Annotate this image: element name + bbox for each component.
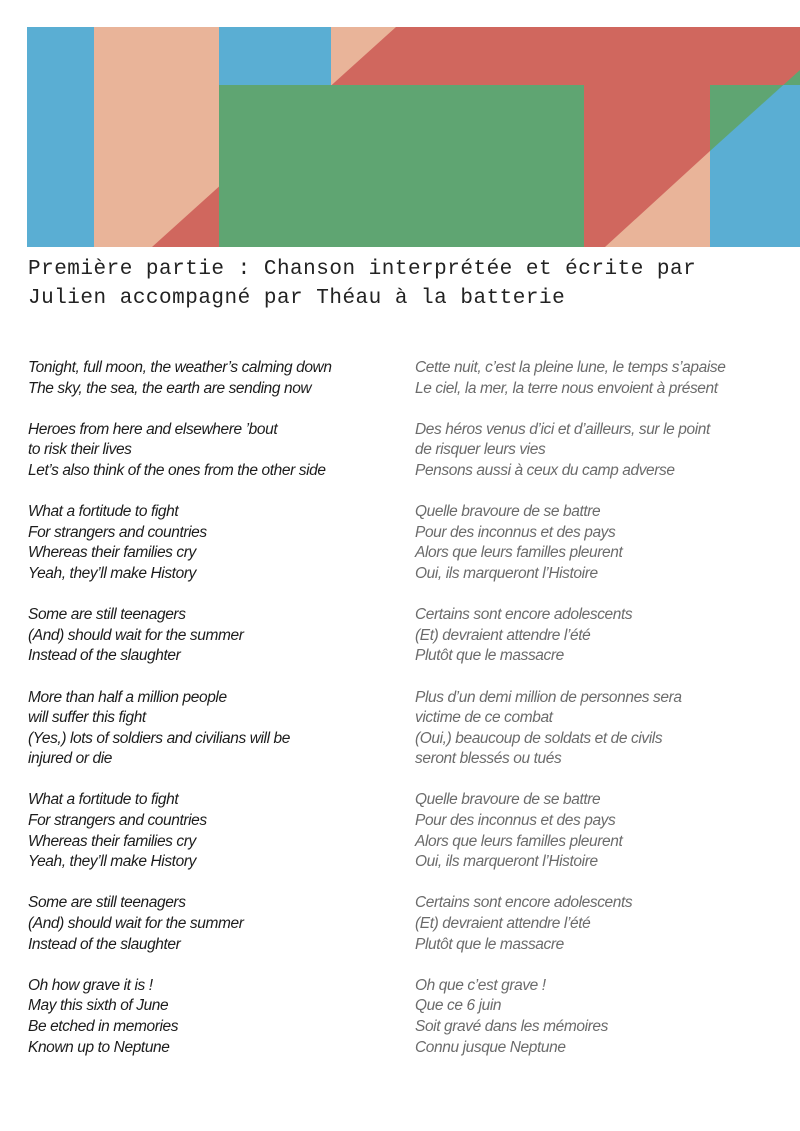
lyric-line-fr: Des héros venus d’ici et d’ailleurs, sur le point xyxy=(415,420,710,438)
page-title-line-2: Julien accompagné par Théau à la batterie xyxy=(28,287,566,310)
lyrics-french-column xyxy=(415,358,795,1079)
lyric-line-en: What a fortitude to fight xyxy=(28,503,179,521)
decorative-banner xyxy=(27,27,800,247)
lyric-line-fr: Quelle bravoure de se battre xyxy=(415,503,601,521)
lyric-line-fr: (Oui,) beaucoup de soldats et de civils xyxy=(415,729,663,747)
lyric-line-fr: Quelle bravoure de se battre xyxy=(415,791,601,809)
stanza-fr xyxy=(415,976,795,1058)
stanza-fr xyxy=(415,688,795,770)
lyric-line-en: Instead of the slaughter xyxy=(28,647,181,665)
lyric-line-en: Be etched in memories xyxy=(28,1018,179,1035)
lyric-line-en: Instead of the slaughter xyxy=(28,935,181,953)
lyric-line-en: (And) should wait for the summer xyxy=(28,626,244,644)
stanza-en xyxy=(28,605,408,667)
lyric-line-en: May this sixth of June xyxy=(28,997,169,1015)
lyric-line-fr: Certains sont encore adolescents xyxy=(415,894,633,912)
lyric-line-en: Heroes from here and elsewhere ’bout xyxy=(28,420,278,438)
lyric-line-fr: Alors que leurs familles pleurent xyxy=(415,544,623,562)
lyric-line-en: (And) should wait for the summer xyxy=(28,915,244,933)
lyric-line-fr: seront blessés ou tués xyxy=(415,750,562,768)
lyric-line-en: For strangers and countries xyxy=(28,812,207,830)
lyric-line-fr: Cette nuit, c’est la pleine lune, le temps s’apaise xyxy=(415,359,726,376)
lyric-line-en: Known up to Neptune xyxy=(28,1038,170,1056)
lyric-line-en: More than half a million people xyxy=(28,688,227,706)
lyric-line-fr: Plutôt que le massacre xyxy=(415,647,564,665)
lyric-line-fr: victime de ce combat xyxy=(415,709,553,727)
lyric-line-fr: (Et) devraient attendre l’été xyxy=(415,915,591,933)
lyrics-english-column xyxy=(28,358,408,1079)
stanza-fr xyxy=(415,420,795,482)
lyric-line-fr: Plutôt que le massacre xyxy=(415,935,564,953)
lyric-line-fr: Oui, ils marqueront l’Histoire xyxy=(415,853,598,871)
lyric-line-en: Yeah, they’ll make History xyxy=(28,564,196,582)
banner-blue-stripe-left xyxy=(27,27,94,247)
lyric-line-en: Whereas their families cry xyxy=(28,544,196,562)
lyric-line-fr: Alors que leurs familles pleurent xyxy=(415,832,623,850)
lyric-line-fr: Pour des inconnus et des pays xyxy=(415,812,616,830)
stanza-en xyxy=(28,502,408,584)
stanza-en xyxy=(28,688,408,770)
lyric-line-fr: Oh que c’est grave ! xyxy=(415,976,546,994)
stanza-en xyxy=(28,976,408,1058)
stanza-en xyxy=(28,358,408,399)
lyric-line-fr: Oui, ils marqueront l’Histoire xyxy=(415,564,598,582)
lyric-line-fr: Connu jusque Neptune xyxy=(415,1038,566,1056)
banner-green-block xyxy=(219,85,584,247)
stanza-en xyxy=(28,790,408,872)
stanza-en xyxy=(28,420,408,482)
lyric-line-en: Yeah, they’ll make History xyxy=(28,853,196,871)
lyric-line-en: Some are still teenagers xyxy=(28,894,186,912)
stanza-fr xyxy=(415,605,795,667)
lyric-line-en: What a fortitude to fight xyxy=(28,791,179,809)
lyric-line-en: will suffer this fight xyxy=(28,709,146,727)
lyric-line-en: to risk their lives xyxy=(28,441,132,459)
lyric-line-fr: Pensons aussi à ceux du camp adverse xyxy=(415,461,675,479)
lyric-line-en: Whereas their families cry xyxy=(28,832,196,850)
stanza-fr xyxy=(415,893,795,955)
page-title xyxy=(28,255,788,313)
lyric-line-fr: Pour des inconnus et des pays xyxy=(415,523,616,541)
lyric-line-en: (Yes,) lots of soldiers and civilians will be xyxy=(28,729,290,747)
lyric-line-fr: Que ce 6 juin xyxy=(415,997,502,1015)
lyric-line-en: For strangers and countries xyxy=(28,523,207,541)
lyric-line-en: Let’s also think of the ones from the other side xyxy=(28,461,326,479)
lyric-line-en: Oh how grave it is ! xyxy=(28,976,153,994)
stanza-fr xyxy=(415,790,795,872)
lyric-line-fr: de risquer leurs vies xyxy=(415,441,546,459)
lyric-line-fr: Plus d’un demi million de personnes sera xyxy=(415,688,682,706)
lyric-line-en: Some are still teenagers xyxy=(28,606,186,624)
stanza-en xyxy=(28,893,408,955)
lyric-line-en: Tonight, full moon, the weather’s calming down xyxy=(28,359,332,376)
lyric-line-en: injured or die xyxy=(28,750,113,768)
stanza-fr xyxy=(415,358,795,399)
lyric-line-fr: (Et) devraient attendre l’été xyxy=(415,626,591,644)
lyric-line-fr: Le ciel, la mer, la terre nous envoient à présent xyxy=(415,379,718,397)
lyric-line-fr: Soit gravé dans les mémoires xyxy=(415,1018,608,1035)
stanza-fr xyxy=(415,502,795,584)
page-title-line-1: Première partie : Chanson interprétée et écrite par xyxy=(28,258,697,281)
lyric-line-fr: Certains sont encore adolescents xyxy=(415,606,633,624)
lyric-line-en: The sky, the sea, the earth are sending now xyxy=(28,379,312,397)
